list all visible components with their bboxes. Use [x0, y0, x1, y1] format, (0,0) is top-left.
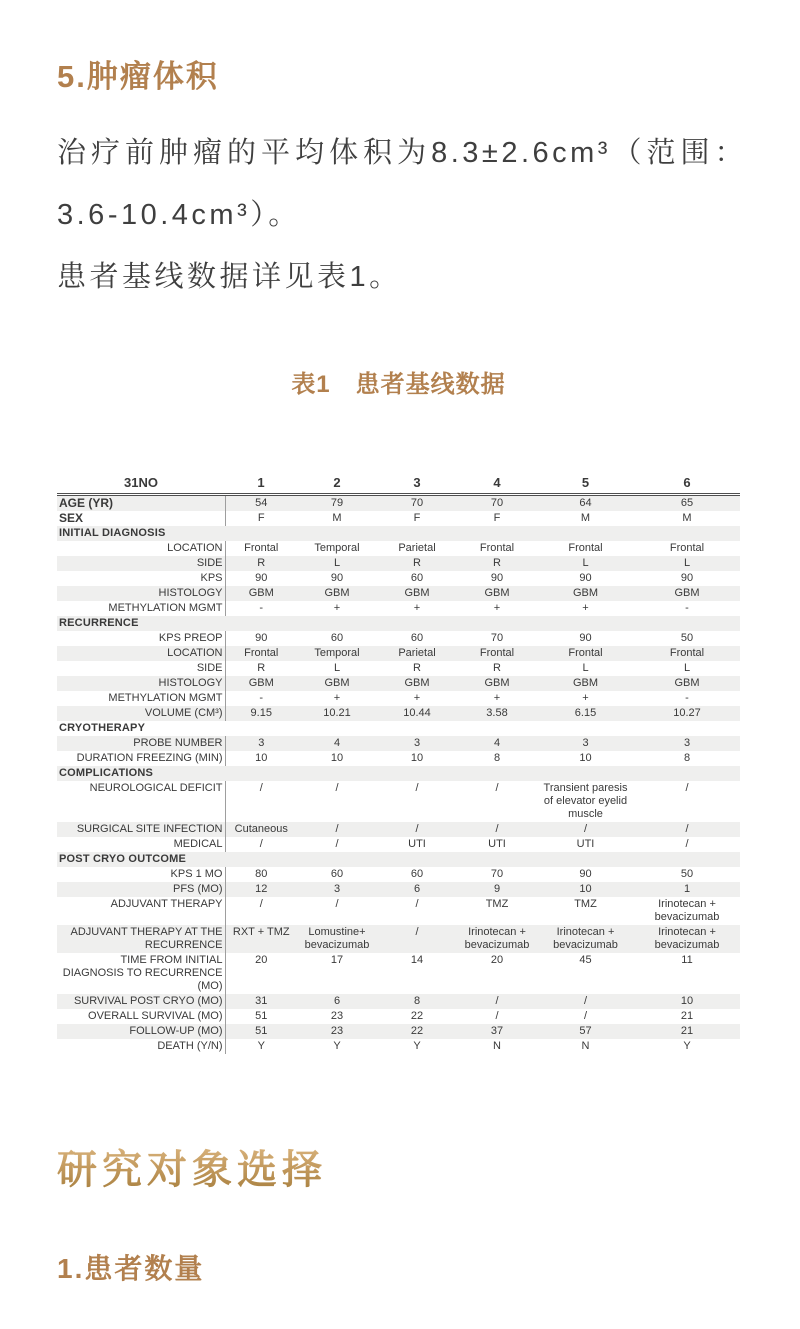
- table-cell: F: [493, 512, 501, 524]
- table-cell: GBM: [225, 586, 297, 601]
- table-cell: 23: [330, 1025, 344, 1037]
- table-cell: 70: [490, 497, 504, 509]
- table-section-label: INITIAL DIAGNOSIS: [59, 527, 166, 539]
- table-cell: 90: [579, 632, 592, 644]
- table-cell: 21: [680, 1025, 694, 1037]
- table-row-label: DEATH (Y/N): [157, 1040, 223, 1052]
- table-row: [57, 661, 740, 676]
- table-cell: GBM: [674, 677, 700, 689]
- table-cell: 8: [413, 995, 421, 1007]
- table-cell: /: [335, 823, 339, 835]
- table-cell: /: [335, 898, 339, 910]
- table-cell: /: [583, 823, 588, 835]
- table-cell: Y: [413, 1040, 421, 1052]
- table-cell: N: [493, 1040, 501, 1052]
- table-row-label: KPS PREOP: [158, 632, 223, 644]
- table-cell: Frontal: [225, 646, 297, 661]
- table-section-label: CRYOTHERAPY: [59, 722, 146, 734]
- table-cell: 10: [579, 752, 592, 764]
- table-cell: UTI: [408, 838, 426, 850]
- table-cell: 70: [490, 868, 504, 880]
- table-cell: Frontal: [225, 541, 297, 556]
- table-cell: 60: [410, 572, 424, 584]
- table-cell: /: [225, 897, 297, 925]
- table-cell: GBM: [572, 677, 599, 689]
- table-cell: GBM: [404, 677, 430, 689]
- table-row: [57, 1039, 740, 1054]
- table-cell: 31: [225, 994, 297, 1009]
- table-cell: 37: [490, 1025, 504, 1037]
- table-row-label: AGE (YR): [59, 496, 113, 510]
- section-heading-patient-count: 1.患者数量: [57, 1253, 205, 1284]
- table-cell: L: [683, 557, 691, 569]
- table-cell: 9.15: [225, 706, 297, 721]
- table-cell: GBM: [324, 677, 350, 689]
- table-cell: /: [415, 823, 419, 835]
- table-cell: N: [581, 1040, 590, 1052]
- table-row: [57, 691, 740, 706]
- table-cell: +: [582, 602, 589, 614]
- table-cell: 8: [683, 752, 691, 764]
- table-cell: 60: [410, 632, 424, 644]
- table-cell: 90: [225, 571, 297, 586]
- table-cell: 90: [490, 572, 504, 584]
- baseline-table-body: [57, 495, 740, 1055]
- paragraph-tumor-volume: 治疗前肿瘤的平均体积为8.3±2.6cm³（范围：3.6-10.4cm³）。: [57, 137, 747, 231]
- table-cell: 90: [330, 572, 344, 584]
- table-cell: Frontal: [568, 647, 603, 659]
- table-cell: TMZ: [485, 898, 509, 910]
- table-cell: Irinotecan + bevacizumab: [654, 926, 720, 951]
- table-cell: 9: [493, 883, 501, 895]
- table-cell: 60: [330, 632, 344, 644]
- table-row: [57, 511, 740, 526]
- table-row-label: HISTOLOGY: [158, 677, 223, 689]
- table-cell: Cutaneous: [225, 822, 297, 837]
- table-cell: 80: [225, 867, 297, 882]
- table-row: [57, 1009, 740, 1024]
- table-cell: /: [583, 1010, 588, 1022]
- table-cell: R: [413, 662, 421, 674]
- table-cell: R: [413, 557, 421, 569]
- table-row: [57, 601, 740, 616]
- table-cell: Frontal: [669, 542, 705, 554]
- table-cell: M: [580, 512, 591, 524]
- table-cell: +: [493, 692, 501, 704]
- table-cell: 3: [683, 737, 691, 749]
- table-cell: 12: [225, 882, 297, 897]
- table-row: [57, 556, 740, 571]
- table-cell: 51: [225, 1024, 297, 1039]
- table-row: [57, 571, 740, 586]
- table-row-label: METHYLATION MGMT: [108, 602, 223, 614]
- table-row: [57, 925, 740, 953]
- table-row-label: METHYLATION MGMT: [108, 692, 223, 704]
- table-cell: Frontal: [568, 542, 603, 554]
- table-header-col-3: 3: [413, 475, 421, 490]
- table-cell: /: [335, 782, 339, 794]
- table-cell: 70: [490, 632, 504, 644]
- table-cell: 6.15: [574, 707, 597, 719]
- table-cell: /: [495, 995, 499, 1007]
- table-row-label: KPS: [200, 572, 223, 584]
- table-header-col-5: 5: [581, 475, 590, 490]
- table-row-label: ADJUVANT THERAPY AT THE RECURRENCE: [70, 926, 223, 951]
- table-header-row: [57, 473, 740, 495]
- table-cell: 70: [410, 497, 424, 509]
- table-section-row: [57, 766, 740, 781]
- table-cell: 20: [490, 954, 504, 966]
- table-row-label: MEDICAL: [173, 838, 223, 850]
- table-cell: +: [413, 692, 421, 704]
- table-cell: L: [683, 662, 691, 674]
- table-cell: Parietal: [398, 647, 436, 659]
- table-cell: F: [413, 512, 421, 524]
- table-cell: L: [582, 557, 589, 569]
- table-cell: 10: [680, 995, 694, 1007]
- table-cell: GBM: [484, 677, 510, 689]
- table-cell: /: [335, 838, 339, 850]
- section-heading-tumor-volume: 5.肿瘤体积: [57, 59, 219, 94]
- table-row-label: NEUROLOGICAL DEFICIT: [89, 782, 223, 794]
- table-cell: /: [415, 898, 419, 910]
- table-cell: L: [582, 662, 589, 674]
- table-row: [57, 882, 740, 897]
- table-cell: R: [225, 661, 297, 676]
- table-section-row: [57, 526, 740, 541]
- table-row: [57, 994, 740, 1009]
- table-row-label: TIME FROM INITIAL DIAGNOSIS TO RECURRENCE (MO): [62, 954, 223, 992]
- table-section-row: [57, 852, 740, 867]
- table-cell: 8: [493, 752, 501, 764]
- table-row-label: LOCATION: [167, 542, 223, 554]
- table-row-label: HISTOLOGY: [158, 587, 223, 599]
- table-cell: R: [493, 557, 501, 569]
- table-cell: -: [685, 692, 689, 704]
- table-cell: 10: [579, 883, 592, 895]
- table-cell: 3: [225, 736, 297, 751]
- table-cell: F: [225, 511, 297, 526]
- table-cell: 3: [333, 883, 341, 895]
- table-cell: GBM: [225, 676, 297, 691]
- table-cell: -: [685, 602, 689, 614]
- table-cell: 3: [413, 737, 421, 749]
- table-cell: 4: [493, 737, 501, 749]
- table-row-label: OVERALL SURVIVAL (MO): [88, 1010, 223, 1022]
- table-cell: 10: [330, 752, 344, 764]
- table-cell: 57: [579, 1025, 592, 1037]
- table-cell: 50: [680, 868, 694, 880]
- table-row-label: FOLLOW-UP (MO): [129, 1025, 223, 1037]
- table-cell: Frontal: [479, 542, 515, 554]
- table-cell: Parietal: [398, 542, 436, 554]
- table-row: [57, 867, 740, 882]
- table-cell: 65: [680, 497, 694, 509]
- table-cell: 3.58: [486, 707, 508, 719]
- table-row-label: VOLUME (CM³): [144, 707, 223, 719]
- table-cell: 17: [330, 954, 344, 966]
- table-cell: /: [415, 926, 419, 938]
- table-row-label: LOCATION: [167, 647, 223, 659]
- table-cell: Transient paresis of elevator eyelid muscle: [543, 782, 628, 820]
- table-cell: M: [682, 512, 692, 524]
- table-cell: Frontal: [479, 647, 515, 659]
- table-cell: /: [225, 837, 297, 852]
- table-row: [57, 495, 740, 512]
- table-cell: /: [685, 838, 689, 850]
- table-cell: 23: [330, 1010, 344, 1022]
- table-cell: 54: [225, 495, 297, 512]
- table-cell: /: [415, 782, 419, 794]
- table-cell: Y: [333, 1040, 341, 1052]
- table-row-label: SEX: [59, 511, 84, 525]
- table-header-patient-no: 31NO: [124, 475, 158, 490]
- table-row-label: KPS 1 MO: [170, 868, 223, 880]
- table-cell: L: [333, 662, 341, 674]
- table-row: [57, 736, 740, 751]
- table-cell: RXT + TMZ: [225, 925, 297, 953]
- table-cell: 22: [410, 1010, 424, 1022]
- table-cell: Y: [225, 1039, 297, 1054]
- table-cell: Lomustine+ bevacizumab: [304, 926, 370, 951]
- table-cell: +: [333, 602, 341, 614]
- table-cell: 60: [410, 868, 424, 880]
- table-cell: 90: [225, 631, 297, 646]
- table-cell: 90: [680, 572, 694, 584]
- table-cell: /: [495, 823, 499, 835]
- baseline-table-container: [57, 473, 740, 1054]
- table-cell: Irinotecan + bevacizumab: [553, 926, 618, 951]
- table-cell: 90: [579, 572, 592, 584]
- table-cell: GBM: [404, 587, 430, 599]
- table-cell: -: [225, 601, 297, 616]
- table-row: [57, 781, 740, 822]
- table-cell: 20: [225, 953, 297, 994]
- table-cell: 79: [330, 497, 344, 509]
- table-cell: Frontal: [669, 647, 705, 659]
- table-cell: +: [582, 692, 589, 704]
- table-cell: UTI: [576, 838, 595, 850]
- table-cell: 3: [582, 737, 589, 749]
- table-cell: Irinotecan + bevacizumab: [464, 926, 530, 951]
- table-cell: 90: [579, 868, 592, 880]
- table-section-label: COMPLICATIONS: [59, 767, 154, 779]
- table-row: [57, 541, 740, 556]
- table-row-label: SIDE: [196, 662, 223, 674]
- table-cell: /: [685, 782, 689, 794]
- table-section-label: POST CRYO OUTCOME: [59, 853, 187, 865]
- table-cell: /: [495, 782, 499, 794]
- table-cell: 22: [410, 1025, 424, 1037]
- table-cell: 60: [330, 868, 344, 880]
- table-cell: GBM: [324, 587, 350, 599]
- table-cell: 4: [333, 737, 341, 749]
- table-cell: 45: [579, 954, 592, 966]
- table-cell: 51: [225, 1009, 297, 1024]
- section-heading-research-selection: 研究对象选择: [57, 1147, 327, 1192]
- table-header-col-6: 6: [683, 475, 691, 490]
- table-cell: 10: [410, 752, 424, 764]
- table-cell: Temporal: [314, 542, 360, 554]
- table-cell: GBM: [572, 587, 599, 599]
- table-cell: 10.21: [323, 707, 351, 719]
- table-header-col-1: 1: [257, 475, 265, 490]
- table-cell: R: [493, 662, 501, 674]
- table-cell: 10: [225, 751, 297, 766]
- table-row: [57, 897, 740, 925]
- table-cell: /: [225, 781, 297, 822]
- table-cell: 14: [410, 954, 424, 966]
- table-cell: M: [332, 512, 342, 524]
- table-row: [57, 646, 740, 661]
- table-cell: UTI: [488, 838, 506, 850]
- table-cell: 6: [413, 883, 421, 895]
- table-cell: 21: [680, 1010, 694, 1022]
- table-cell: GBM: [674, 587, 700, 599]
- table-cell: /: [495, 1010, 499, 1022]
- table-cell: +: [333, 692, 341, 704]
- table-row: [57, 837, 740, 852]
- table-section-row: [57, 616, 740, 631]
- table-cell: 50: [680, 632, 694, 644]
- table-cell: Y: [683, 1040, 691, 1052]
- table-cell: 10.44: [403, 707, 431, 719]
- table-cell: -: [225, 691, 297, 706]
- table-row-label: DURATION FREEZING (MIN): [76, 752, 223, 764]
- table-row-label: SIDE: [196, 557, 223, 569]
- table-row: [57, 676, 740, 691]
- table-section-row: [57, 721, 740, 736]
- table-row: [57, 631, 740, 646]
- table-section-label: RECURRENCE: [59, 617, 139, 629]
- table-cell: TMZ: [574, 898, 597, 910]
- table-row: [57, 953, 740, 994]
- table-row: [57, 751, 740, 766]
- table-row: [57, 706, 740, 721]
- table-cell: Temporal: [314, 647, 360, 659]
- table-cell: R: [225, 556, 297, 571]
- table-cell: +: [413, 602, 421, 614]
- table-cell: 1: [683, 883, 691, 895]
- table-header-col-2: 2: [333, 475, 341, 490]
- table-row-label: ADJUVANT THERAPY: [110, 898, 223, 910]
- table-row: [57, 586, 740, 601]
- table-row: [57, 822, 740, 837]
- table-row-label: PROBE NUMBER: [133, 737, 223, 749]
- table-cell: /: [583, 995, 588, 1007]
- table-title: 表1 患者基线数据: [291, 371, 506, 398]
- table-header-col-4: 4: [493, 475, 501, 490]
- table-cell: 10.27: [673, 707, 701, 719]
- table-row-label: PFS (MO): [173, 883, 223, 895]
- table-row-label: SURGICAL SITE INFECTION: [76, 823, 223, 835]
- table-cell: GBM: [484, 587, 510, 599]
- baseline-table: [57, 473, 740, 1054]
- table-cell: 6: [333, 995, 341, 1007]
- paragraph-baseline-reference: 患者基线数据详见表1。: [57, 261, 402, 293]
- table-cell: L: [333, 557, 341, 569]
- table-cell: 64: [579, 497, 592, 509]
- table-cell: +: [493, 602, 501, 614]
- table-row: [57, 1024, 740, 1039]
- table-cell: 11: [681, 954, 693, 966]
- table-cell: /: [685, 823, 689, 835]
- table-cell: Irinotecan + bevacizumab: [654, 898, 720, 923]
- table-row-label: SURVIVAL POST CRYO (MO): [73, 995, 223, 1007]
